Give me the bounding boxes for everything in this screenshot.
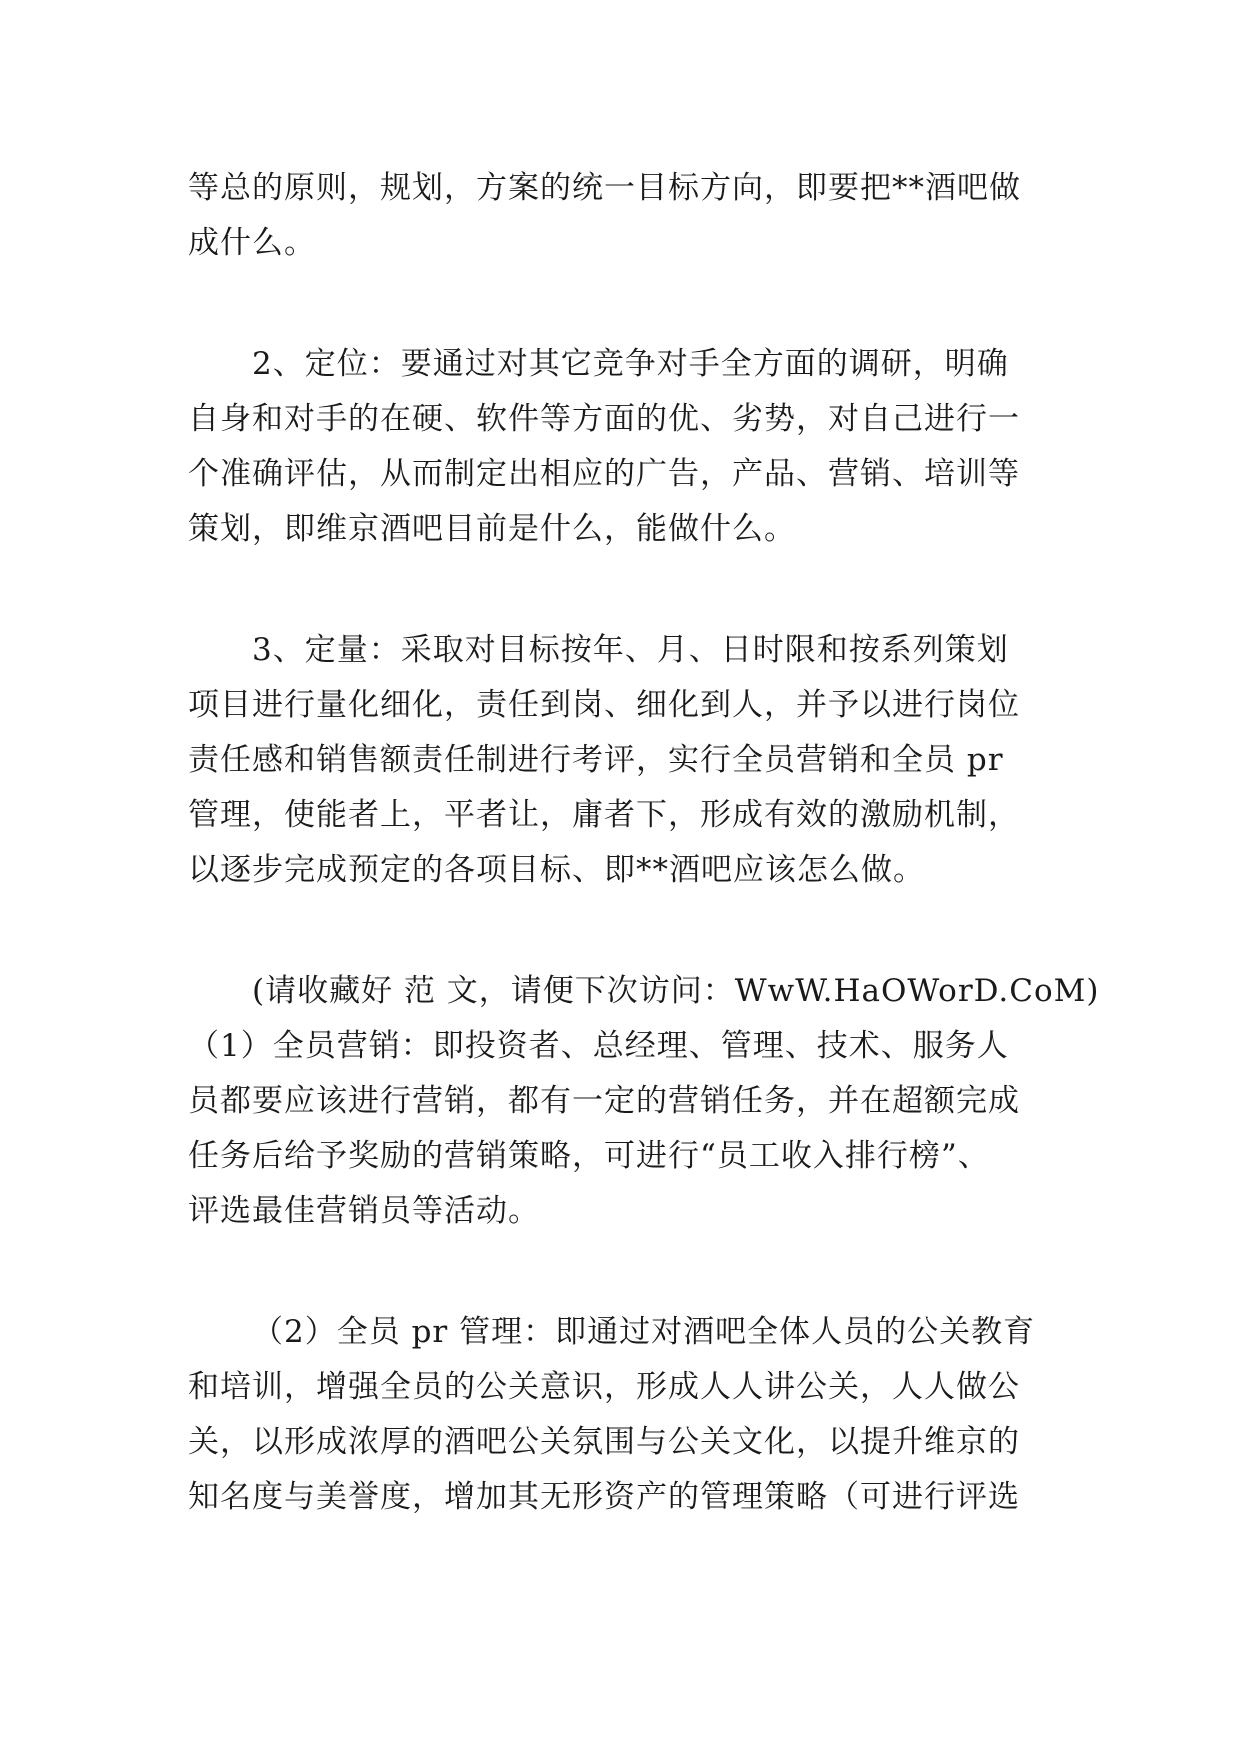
text-line: 3、定量：采取对目标按年、月、日时限和按系列策划	[252, 632, 1009, 668]
text-line: 成什么。	[188, 225, 316, 261]
text-line: 和培训，增强全员的公关意识，形成人人讲公关，人人做公	[188, 1369, 1020, 1405]
text-line: 个准确评估，从而制定出相应的广告，产品、营销、培训等	[188, 456, 1020, 492]
text-line: （1）全员营销：即投资者、总经理、管理、技术、服务人	[188, 1028, 1009, 1064]
text-line: 自身和对手的在硬、软件等方面的优、劣势，对自己进行一	[188, 401, 1020, 437]
text-line: 责任感和销售额责任制进行考评，实行全员营销和全员 pr	[188, 742, 1004, 778]
text-line: 策划，即维京酒吧目前是什么，能做什么。	[188, 511, 796, 547]
text-line: 员都要应该进行营销，都有一定的营销任务，并在超额完成	[188, 1083, 1020, 1119]
text-line: 2、定位：要通过对其它竞争对手全方面的调研，明确	[252, 346, 1009, 382]
text-line: 任务后给予奖励的营销策略，可进行“员工收入排行榜”、	[188, 1138, 990, 1174]
text-line: (请收藏好 范 文，请便下次访问：WwW.HaOWorD.CoM)	[252, 973, 1100, 1009]
text-line: 管理，使能者上，平者让，庸者下，形成有效的激励机制，	[188, 797, 1020, 833]
text-line: 关，以形成浓厚的酒吧公关氛围与公关文化，以提升维京的	[188, 1424, 1020, 1460]
text-line: 项目进行量化细化，责任到岗、细化到人，并予以进行岗位	[188, 687, 1020, 723]
text-line: 等总的原则，规划，方案的统一目标方向，即要把**酒吧做	[188, 170, 1021, 206]
text-line: （2）全员 pr 管理：即通过对酒吧全体人员的公关教育	[252, 1314, 1036, 1350]
text-line: 以逐步完成预定的各项目标、即**酒吧应该怎么做。	[188, 852, 925, 888]
text-line: 知名度与美誉度，增加其无形资产的管理策略（可进行评选	[188, 1479, 1020, 1515]
text-line: 评选最佳营销员等活动。	[188, 1193, 540, 1229]
